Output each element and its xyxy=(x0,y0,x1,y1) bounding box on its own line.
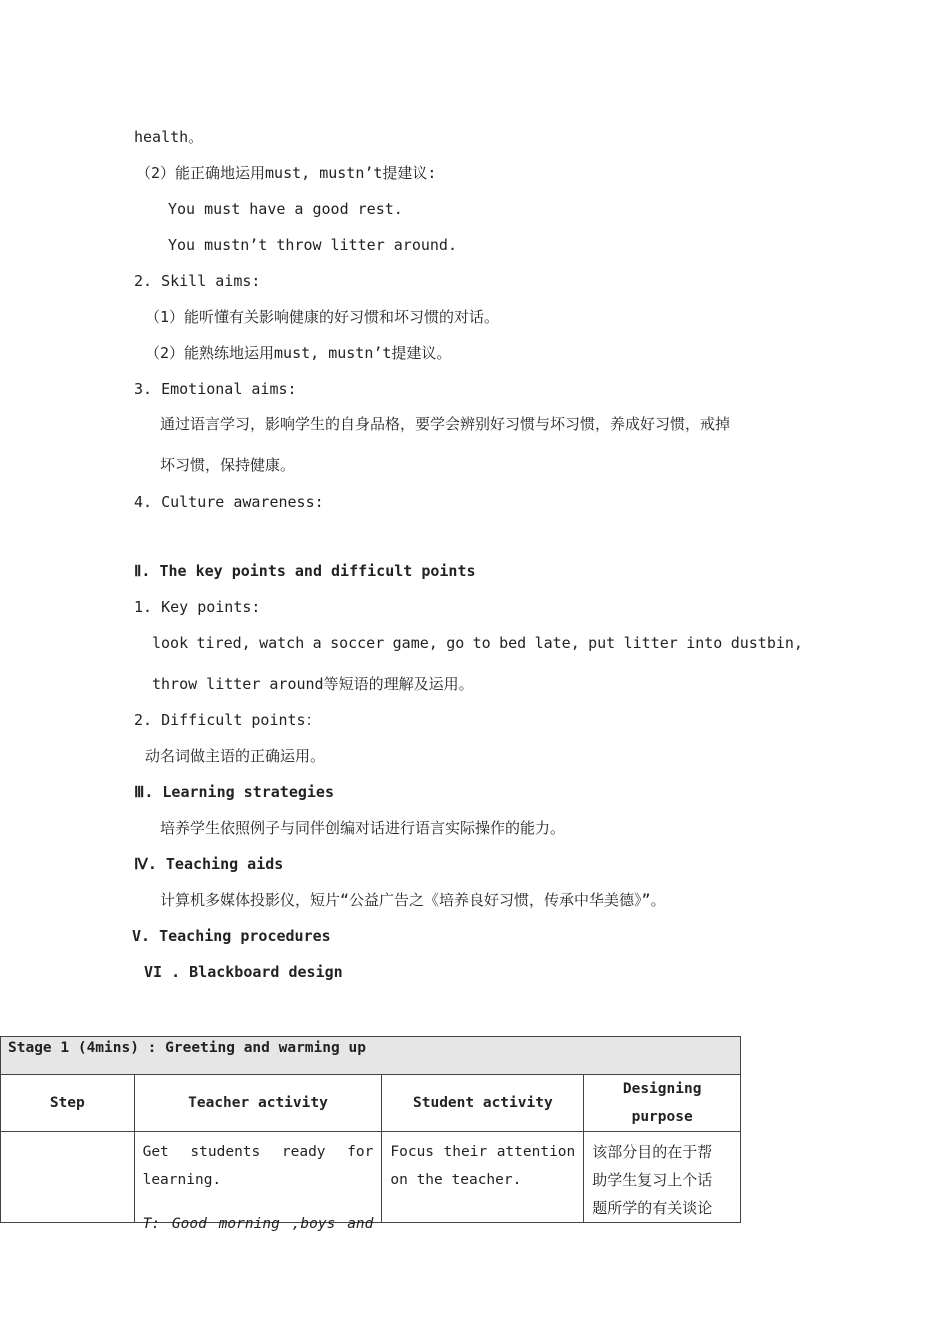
column-header-step: Step xyxy=(1,1075,135,1132)
list-heading: 2. Skill aims: xyxy=(134,272,261,290)
column-header-student: Student activity xyxy=(382,1075,584,1132)
word: go xyxy=(446,634,465,652)
key-points-line xyxy=(152,633,803,653)
word: late, xyxy=(534,634,580,652)
purpose-header-line: Designing xyxy=(622,1081,702,1097)
list-heading: 2. Difficult points： xyxy=(134,711,321,729)
student-line: on the teacher. xyxy=(390,1172,522,1188)
word: into xyxy=(686,634,723,652)
cell-content xyxy=(584,1132,740,1222)
stage-title: Stage 1 (4mins) : Greeting and warming up xyxy=(1,1037,741,1075)
purpose-header-line: purpose xyxy=(631,1109,693,1125)
section-heading: Ⅳ. Teaching aids xyxy=(134,855,284,873)
section-heading: Ⅲ. Learning strategies xyxy=(134,783,334,801)
teacher-line: learning. xyxy=(142,1172,222,1188)
word: look xyxy=(152,634,189,652)
word: a xyxy=(312,634,322,652)
step-cell xyxy=(1,1132,135,1223)
section-heading: VI . Blackboard design xyxy=(144,963,343,981)
purpose-cell xyxy=(584,1132,741,1223)
word: soccer xyxy=(330,634,385,652)
word: Focus xyxy=(390,1144,435,1160)
teacher-dialogue-line xyxy=(143,1210,374,1238)
word: for xyxy=(347,1144,374,1160)
example-sentence: You must have a good rest. xyxy=(168,200,403,218)
section-heading: V. Teaching procedures xyxy=(132,927,331,945)
purpose-line: 该部分目的在于帮 xyxy=(592,1143,713,1161)
text-line: 计算机多媒体投影仪，短片“公益广告之《培养良好习惯，传承中华美德》”。 xyxy=(160,891,666,909)
text-line: health。 xyxy=(134,128,204,146)
word: game, xyxy=(392,634,438,652)
example-sentence: You mustn’t throw litter around. xyxy=(168,236,457,254)
column-header-teacher: Teacher activity xyxy=(134,1075,382,1132)
word: watch xyxy=(259,634,305,652)
word: their xyxy=(443,1144,488,1160)
text-line: throw litter around等短语的理解及运用。 xyxy=(152,675,474,693)
cell-content xyxy=(135,1132,382,1238)
word: bed xyxy=(499,634,527,652)
student-activity-cell xyxy=(382,1132,584,1223)
cell-clip xyxy=(135,1132,382,1232)
teacher-line xyxy=(143,1138,374,1166)
text-line: （2）能正确地运用must, mustn’t提建议: xyxy=(136,164,437,182)
word: attention xyxy=(496,1144,576,1160)
word: Good xyxy=(171,1216,207,1232)
text-line: （1）能听懂有关影响健康的好习惯和坏习惯的对话。 xyxy=(145,308,500,326)
list-heading: 4. Culture awareness: xyxy=(134,493,324,511)
text-line: 培养学生依照例子与同伴创编对话进行语言实际操作的能力。 xyxy=(160,819,566,837)
list-heading: 1. Key points: xyxy=(134,598,261,616)
section-heading: Ⅱ. The key points and difficult points xyxy=(134,562,476,580)
cell-content xyxy=(382,1132,583,1194)
word: students xyxy=(190,1144,261,1160)
word: litter xyxy=(623,634,678,652)
text-line: 坏习惯，保持健康。 xyxy=(160,456,296,474)
word: put xyxy=(588,634,616,652)
text-line: （2）能熟练地运用must, mustn’t提建议。 xyxy=(145,344,452,362)
word: Get xyxy=(142,1144,169,1160)
word: ,boys xyxy=(291,1216,336,1232)
purpose-line: 题所学的有关谈论 xyxy=(592,1199,713,1217)
list-heading: 3. Emotional aims: xyxy=(134,380,297,398)
text-line: 动名词做主语的正确运用。 xyxy=(145,747,326,765)
text-line: 通过语言学习，影响学生的自身品格，要学会辨别好习惯与坏习惯，养成好习惯，戒掉 xyxy=(160,415,731,433)
word: and xyxy=(347,1216,374,1232)
teacher-activity-cell xyxy=(134,1132,382,1232)
word: ready xyxy=(281,1144,326,1160)
word: morning xyxy=(218,1216,280,1232)
student-line xyxy=(390,1138,575,1166)
purpose-line: 助学生复习上个话 xyxy=(592,1171,713,1189)
word: dustbin, xyxy=(730,634,803,652)
procedure-table xyxy=(0,1036,741,1232)
column-header-purpose xyxy=(584,1075,741,1132)
word: to xyxy=(472,634,491,652)
word: tired, xyxy=(196,634,251,652)
word: T: xyxy=(142,1216,161,1232)
